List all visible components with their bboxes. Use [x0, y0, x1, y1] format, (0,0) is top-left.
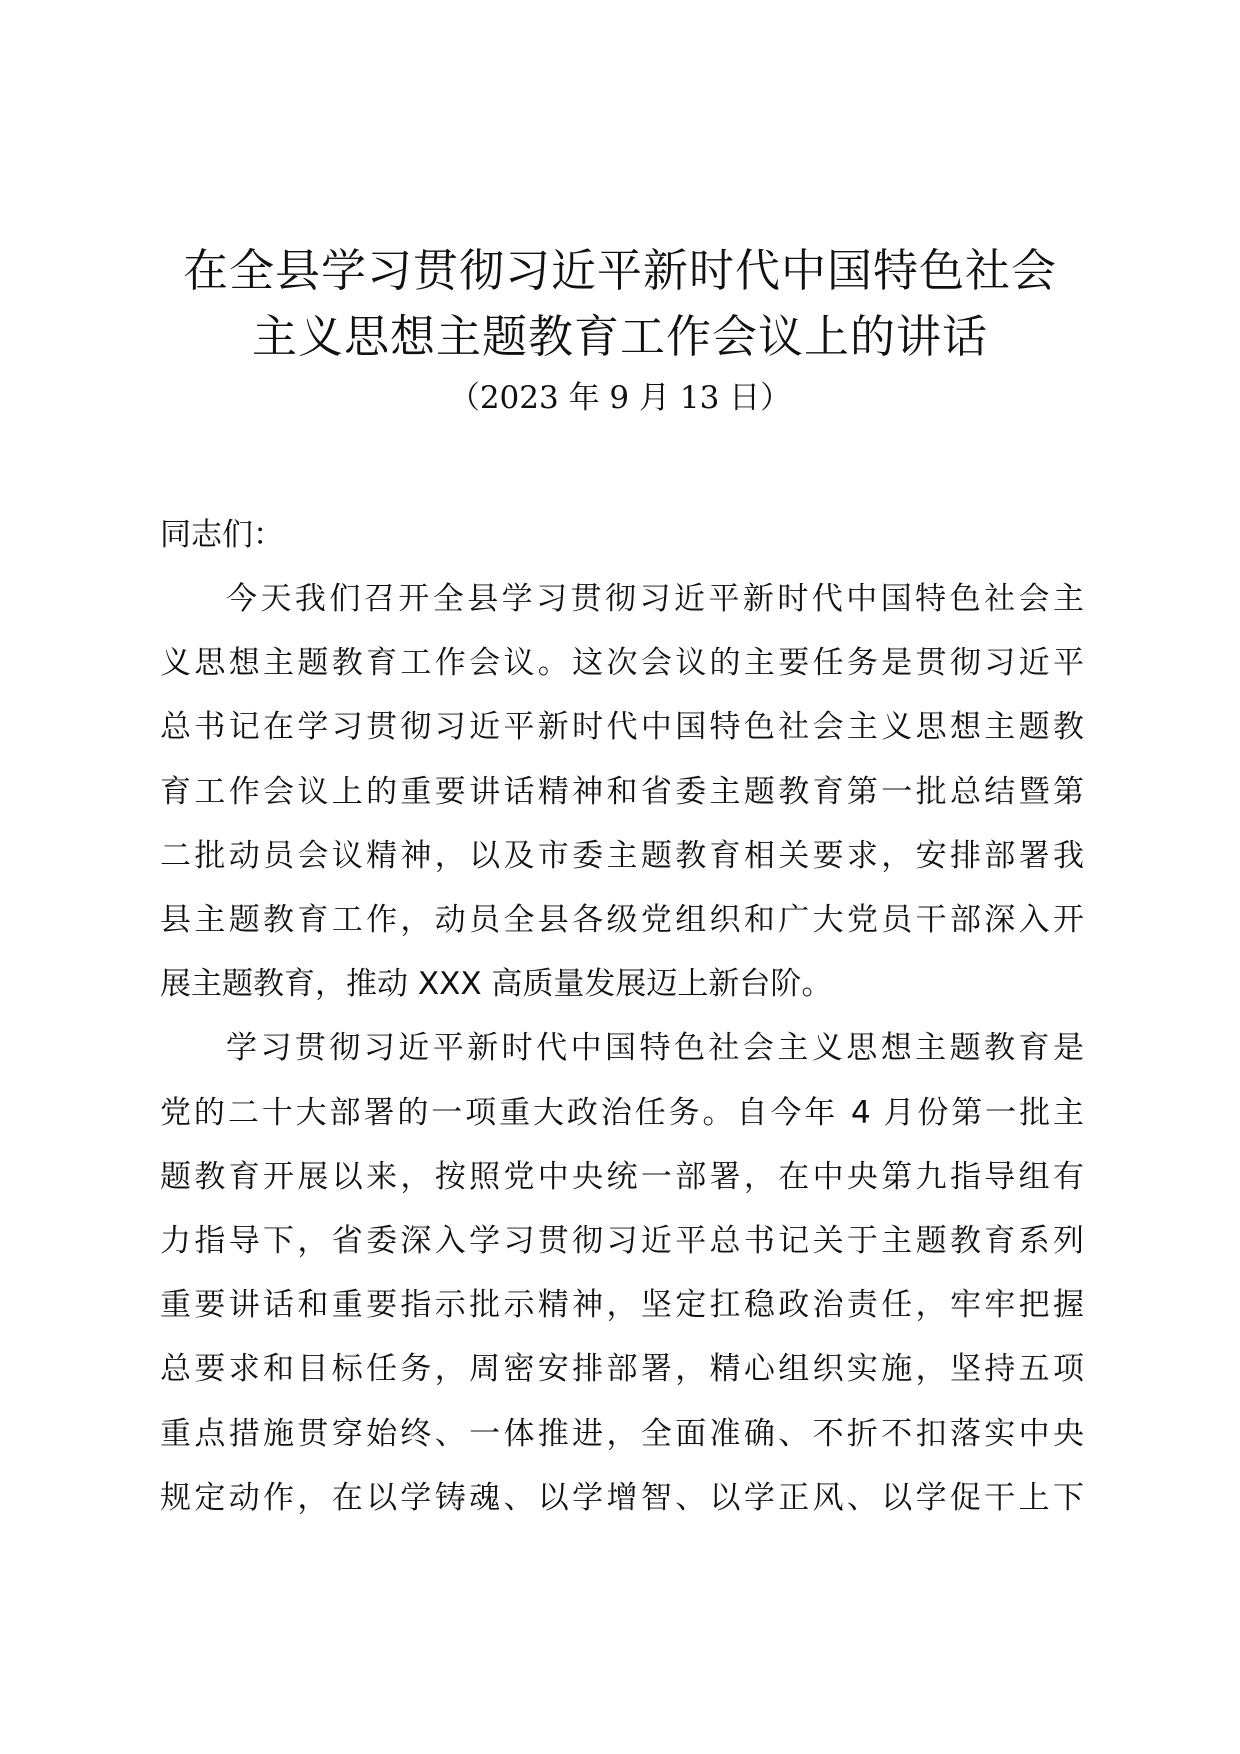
speech-title-line-2: 主义思想主题教育工作会议上的讲话: [251, 310, 988, 363]
paragraph-1-line: 总书记在学习贯彻习近平新时代中国特色社会主义思想主题教: [160, 709, 1084, 746]
paragraph-2-line: 力指导下，省委深入学习贯彻习近平总书记关于主题教育系列: [160, 1223, 1084, 1260]
paragraph-1-line: 育工作会议上的重要讲话精神和省委主题教育第一批总结暨第: [160, 773, 1084, 810]
speech-date: （2023 年 9 月 13 日）: [448, 380, 792, 416]
paragraph-2-line: 题教育开展以来，按照党中央统一部署，在中央第九指导组有: [160, 1158, 1084, 1195]
salutation: 同志们：: [160, 517, 284, 553]
paragraph-2: [160, 1016, 1084, 1530]
speech-body: [160, 503, 1084, 1530]
title-block: [160, 238, 1080, 420]
paragraph-2-line: 学习贯彻习近平新时代中国特色社会主义思想主题教育是: [226, 1030, 1084, 1067]
paragraph-2-line: 党的二十大部署的一项重大政治任务。自今年 4 月份第一批主: [160, 1094, 1084, 1131]
paragraph-1-line: 县主题教育工作，动员全县各级党组织和广大党员干部深入开: [160, 902, 1084, 939]
speech-title-line-1: 在全县学习贯彻习近平新时代中国特色社会: [182, 244, 1057, 297]
paragraph-2-line: 重点措施贯穿始终、一体推进，全面准确、不折不扣落实中央: [160, 1415, 1084, 1452]
paragraph-1-line: 义思想主题教育工作会议。这次会议的主要任务是贯彻习近平: [160, 645, 1084, 682]
paragraph-1-line: 展主题教育，推动 XXX 高质量发展迈上新台阶。: [160, 966, 833, 1003]
paragraph-2-line: 总要求和目标任务，周密安排部署，精心组织实施，坚持五项: [160, 1351, 1084, 1388]
paragraph-2-line: 重要讲话和重要指示批示精神，坚定扛稳政治责任，牢牢把握: [160, 1287, 1084, 1324]
paragraph-1-line: 二批动员会议精神，以及市委主题教育相关要求，安排部署我: [160, 837, 1084, 874]
paragraph-1: [160, 567, 1084, 1016]
paragraph-1-line: 今天我们召开全县学习贯彻习近平新时代中国特色社会主: [226, 581, 1084, 617]
paragraph-2-line: 规定动作，在以学铸魂、以学增智、以学正风、以学促干上下: [160, 1479, 1084, 1516]
